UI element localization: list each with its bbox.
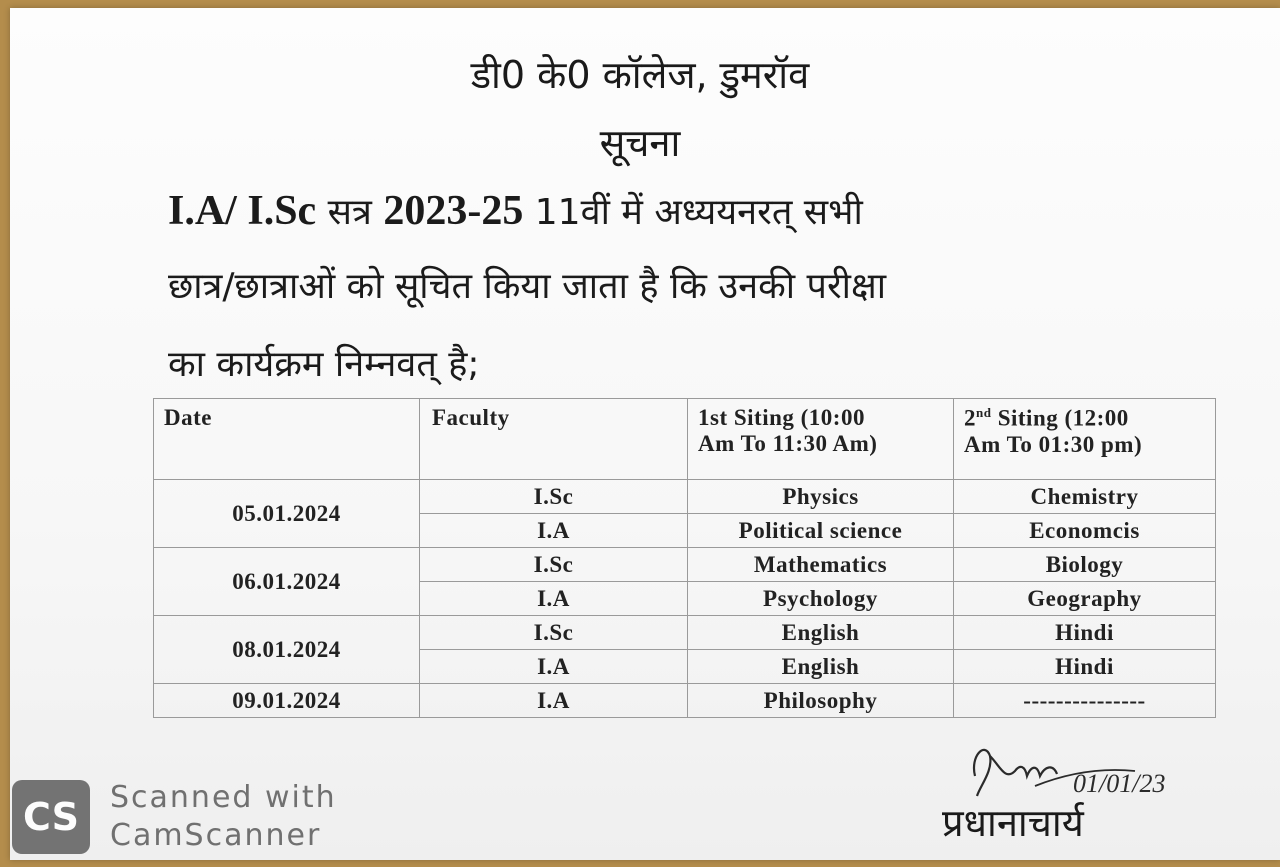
header-sitting-2-line-2: Am To 01:30 pm) xyxy=(964,431,1143,457)
sitting-2-subject: Economcis xyxy=(954,514,1216,548)
notice-paper xyxy=(10,8,1280,860)
designation-label: प्रधानाचार्य xyxy=(942,801,1084,845)
table-row xyxy=(154,480,1216,514)
faculty-cell: I.A xyxy=(420,514,688,548)
header-sitting-2-line-1 xyxy=(964,405,1205,432)
sitting-1-subject: Political science xyxy=(688,514,954,548)
exam-schedule-table xyxy=(153,398,1216,718)
header-sitting-1-line-1: 1st Siting (10:00 xyxy=(698,405,865,430)
college-name: डी0 के0 कॉलेज, डुमरॉव xyxy=(470,53,810,97)
header-faculty: Faculty xyxy=(420,399,688,480)
faculty-cell: I.Sc xyxy=(420,480,688,514)
camscanner-logo: CS xyxy=(12,780,90,854)
header-sitting-1-line-2: Am To 11:30 Am) xyxy=(698,431,878,456)
sitting-2-subject: Biology xyxy=(954,548,1216,582)
sitting-2-subject: Hindi xyxy=(954,650,1216,684)
watermark-line-2: CamScanner xyxy=(110,818,322,853)
date-cell: 08.01.2024 xyxy=(154,616,420,684)
sitting-1-subject: Physics xyxy=(688,480,954,514)
sitting-2-subject: --------------- xyxy=(954,684,1216,718)
table-header-row xyxy=(154,399,1216,480)
session-years: 2023-25 xyxy=(383,188,524,234)
sitting-1-subject: English xyxy=(688,616,954,650)
sitting-2-subject: Hindi xyxy=(954,616,1216,650)
sitting-2-subject: Chemistry xyxy=(954,480,1216,514)
header-sitting-2 xyxy=(954,399,1216,480)
intro-line-2: छात्र/छात्राओं को सूचित किया जाता है कि उनकी परीक्षा xyxy=(168,266,887,307)
sitting-1-subject: Psychology xyxy=(688,582,954,616)
session-label: सत्र xyxy=(327,192,372,233)
notice-title: सूचना xyxy=(599,121,681,165)
faculty-cell: I.A xyxy=(420,684,688,718)
header-date: Date xyxy=(154,399,420,480)
signature-date: 01/01/23 xyxy=(1073,769,1165,798)
date-cell: 09.01.2024 xyxy=(154,684,420,718)
table-row xyxy=(154,548,1216,582)
sitting-1-subject: Philosophy xyxy=(688,684,954,718)
sitting-2-suffix: nd xyxy=(976,405,992,420)
course-name: I.A/ I.Sc xyxy=(168,188,317,234)
sitting-2-time: Siting (12:00 xyxy=(991,405,1129,431)
faculty-cell: I.Sc xyxy=(420,616,688,650)
sitting-2-subject: Geography xyxy=(954,582,1216,616)
faculty-cell: I.Sc xyxy=(420,548,688,582)
date-cell: 06.01.2024 xyxy=(154,548,420,616)
intro-line-1-rest: 11वीं में अध्ययनरत् सभी xyxy=(534,192,863,233)
intro-line-1 xyxy=(168,186,863,235)
intro-line-3: का कार्यक्रम निम्नवत् है; xyxy=(168,344,480,385)
table-row xyxy=(154,684,1216,718)
sitting-1-subject: Mathematics xyxy=(688,548,954,582)
watermark-line-1: Scanned with xyxy=(110,780,337,815)
sitting-2-number: 2 xyxy=(964,405,976,431)
date-cell: 05.01.2024 xyxy=(154,480,420,548)
faculty-cell: I.A xyxy=(420,650,688,684)
header-sitting-1 xyxy=(688,399,954,480)
sitting-1-subject: English xyxy=(688,650,954,684)
table-row xyxy=(154,616,1216,650)
faculty-cell: I.A xyxy=(420,582,688,616)
